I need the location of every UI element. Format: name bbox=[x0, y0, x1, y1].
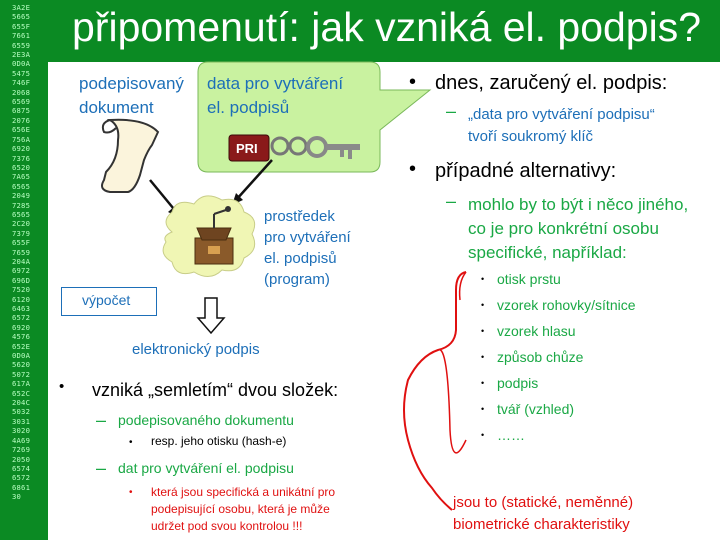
signature-data-label-line: data pro vytváření bbox=[207, 74, 344, 93]
left-detail: resp. jeho otisku (hash-e) bbox=[151, 434, 287, 448]
hex-code: 5665 bbox=[12, 12, 31, 22]
biometric-item: vzorek rohovky/sítnice bbox=[497, 297, 636, 313]
biometric-note-line: jsou to (statické, neměnné) bbox=[453, 494, 634, 511]
right-point-2-sub bbox=[468, 193, 688, 265]
document-label bbox=[79, 72, 184, 120]
left-main-point: vzniká „semletím“ dvou složek: bbox=[92, 380, 339, 400]
signing-tool-label-line: el. podpisů bbox=[264, 250, 337, 267]
hex-code: 0D0A bbox=[12, 351, 31, 361]
right-point-2-sub-line: specifické, například: bbox=[468, 243, 627, 262]
hex-code: 6120 bbox=[12, 294, 31, 304]
hex-code: 6920 bbox=[12, 322, 31, 332]
hex-code: 6559 bbox=[12, 40, 31, 50]
biometric-note bbox=[453, 492, 633, 536]
bullet-dot: • bbox=[129, 437, 133, 448]
right-point-1: dnes, zaručený el. podpis: bbox=[435, 72, 668, 94]
hex-code: 2050 bbox=[12, 454, 31, 464]
hex-code: 655F bbox=[12, 21, 31, 31]
hex-code: 5620 bbox=[12, 360, 31, 370]
electronic-signature-label: elektronický podpis bbox=[132, 341, 260, 358]
bullet-dot: • bbox=[409, 158, 417, 180]
hex-code: 652E bbox=[12, 341, 31, 351]
hex-code: 7520 bbox=[12, 285, 31, 295]
hex-code: 7379 bbox=[12, 228, 31, 238]
hex-code: 6572 bbox=[12, 473, 31, 483]
hex-code: 2049 bbox=[12, 191, 31, 201]
right-point-2-sub-line: co je pro konkrétní osobu bbox=[468, 219, 659, 238]
arrow-down-icon bbox=[198, 298, 224, 333]
bullet-dot: • bbox=[481, 430, 485, 440]
signature-data-label-line: el. podpisů bbox=[207, 98, 290, 117]
bullet-dash: – bbox=[96, 410, 107, 430]
left-detail-red-line: která jsou specifická a unikátní pro bbox=[151, 485, 336, 499]
bullet-dot: • bbox=[59, 378, 65, 395]
hex-code: 617A bbox=[12, 379, 31, 389]
hex-code: 6574 bbox=[12, 463, 31, 473]
hex-code: 7661 bbox=[12, 31, 31, 41]
hex-code: 6565 bbox=[12, 181, 31, 191]
hex-code: 6572 bbox=[12, 313, 31, 323]
bullet-dot: • bbox=[409, 71, 417, 93]
bullet-dot: • bbox=[481, 274, 485, 284]
signing-tool-label-line: pro vytváření bbox=[264, 229, 351, 246]
right-point-2-sub-line: mohlo by to být i něco jiného, bbox=[468, 195, 689, 214]
biometric-note-line: biometrické charakteristiky bbox=[453, 516, 630, 533]
hex-code: 746F bbox=[12, 78, 31, 88]
hex-code: 4A69 bbox=[12, 435, 31, 445]
hex-code: 2C20 bbox=[12, 219, 31, 229]
hex-code: 656E bbox=[12, 125, 31, 135]
hex-code: 5072 bbox=[12, 369, 31, 379]
bullet-dot: • bbox=[481, 352, 485, 362]
right-point-1-sub bbox=[468, 104, 655, 148]
bullet-dot: • bbox=[481, 404, 485, 414]
hex-code: 204A bbox=[12, 256, 31, 266]
slide-title: připomenutí: jak vzniká el. podpis? bbox=[72, 4, 702, 50]
left-detail-red-line: podepisující osobu, která je může bbox=[151, 502, 330, 516]
hex-code: 5475 bbox=[12, 68, 31, 78]
bullet-dot: • bbox=[129, 487, 133, 498]
hex-code: 6920 bbox=[12, 144, 31, 154]
hex-code: 3A2E bbox=[12, 3, 31, 12]
right-point-2: případné alternativy: bbox=[435, 160, 617, 182]
right-point-1-sub-line: „data pro vytváření podpisu“ bbox=[468, 106, 655, 123]
hex-code: 204C bbox=[12, 398, 31, 408]
hex-code: 5032 bbox=[12, 407, 31, 417]
right-point-1-sub-line: tvoří soukromý klíč bbox=[468, 128, 594, 145]
biometric-item: podpis bbox=[497, 375, 539, 391]
hex-code: 7285 bbox=[12, 200, 31, 210]
hex-code: 7376 bbox=[12, 153, 31, 163]
left-detail-red-line: udržet pod svou kontrolou !!! bbox=[151, 519, 303, 533]
signing-tool-label-line: prostředek bbox=[264, 208, 335, 225]
signing-tool-label bbox=[264, 206, 351, 290]
document-label-line: dokument bbox=[79, 98, 154, 117]
bullet-dash: – bbox=[96, 458, 107, 478]
biometric-item: tvář (vzhled) bbox=[497, 401, 575, 417]
bullet-dash: – bbox=[446, 101, 457, 121]
hex-code: 0D0A bbox=[12, 59, 31, 69]
hex-code: 30 bbox=[12, 492, 22, 502]
bullet-dot: • bbox=[481, 378, 485, 388]
hex-code: 655F bbox=[12, 238, 31, 248]
left-sub-point: podepisovaného dokumentu bbox=[118, 412, 294, 428]
bullet-dot: • bbox=[481, 326, 485, 336]
biometric-item: způsob chůze bbox=[497, 349, 584, 365]
bullet-dot: • bbox=[481, 300, 485, 310]
signature-data-label bbox=[207, 72, 343, 120]
hex-code: 6520 bbox=[12, 162, 31, 172]
left-sub-point: dat pro vytváření el. podpisu bbox=[118, 460, 294, 476]
biometric-item: vzorek hlasu bbox=[497, 323, 576, 339]
hex-code: 696D bbox=[12, 275, 31, 285]
hex-code: 3031 bbox=[12, 416, 31, 426]
hex-code: 6569 bbox=[12, 97, 31, 107]
coffee-grinder-icon bbox=[163, 196, 255, 277]
hex-code: 6565 bbox=[12, 209, 31, 219]
hex-code: 2E3A bbox=[12, 50, 31, 60]
hex-code: 6463 bbox=[12, 304, 31, 313]
document-label-line: podepisovaný bbox=[79, 74, 184, 93]
hex-code: 7A65 bbox=[12, 172, 31, 182]
hex-code: 7269 bbox=[12, 445, 31, 455]
hex-code: 6875 bbox=[12, 106, 31, 116]
red-brace bbox=[404, 272, 466, 510]
signing-tool-label-line: (program) bbox=[264, 271, 330, 288]
biometric-item: …… bbox=[497, 427, 525, 443]
key-tag: PRI bbox=[236, 141, 258, 156]
hex-code: 7659 bbox=[12, 247, 31, 257]
bullet-dash: – bbox=[446, 191, 457, 211]
hex-code: 6861 bbox=[12, 482, 31, 492]
hex-code: 2068 bbox=[12, 87, 31, 97]
calculation-label: výpočet bbox=[82, 292, 131, 308]
left-detail-red bbox=[151, 484, 335, 535]
hex-code: 2076 bbox=[12, 115, 31, 125]
hex-code: 3020 bbox=[12, 426, 31, 436]
hex-code: 6972 bbox=[12, 266, 31, 276]
hex-code: 756A bbox=[12, 134, 31, 144]
hex-code: 4576 bbox=[12, 332, 31, 342]
hex-code: 652C bbox=[12, 388, 31, 398]
biometric-item: otisk prstu bbox=[497, 271, 561, 287]
